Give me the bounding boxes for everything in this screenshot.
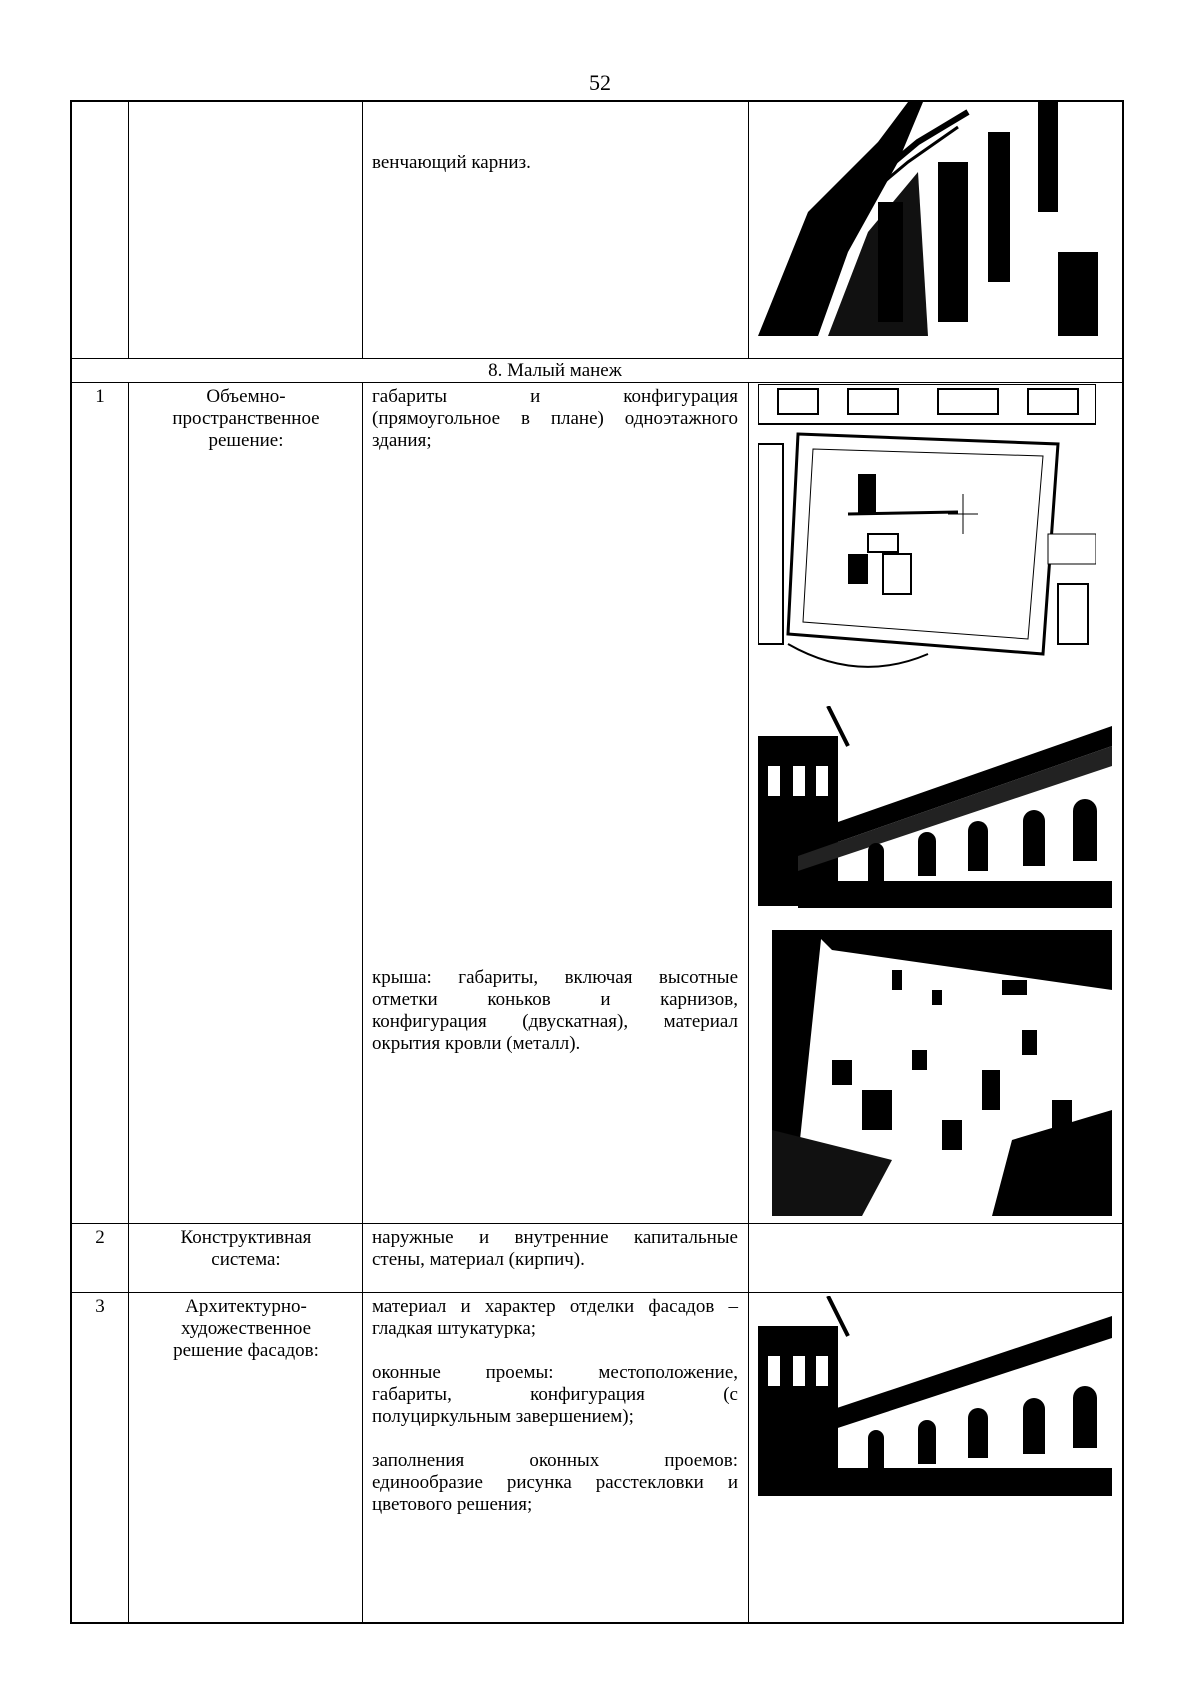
page-number: 52 bbox=[589, 70, 611, 95]
desc-line: полуциркульным завершением); bbox=[372, 1406, 634, 1427]
col-divider bbox=[362, 382, 363, 1624]
row-name-line: решение: bbox=[208, 430, 284, 451]
row-divider bbox=[70, 1622, 1124, 1624]
site-plan-map bbox=[758, 384, 1096, 680]
desc-line: цветового решения; bbox=[372, 1494, 533, 1515]
desc-line: заполнения оконных проемов: bbox=[372, 1450, 738, 1471]
facade-photo bbox=[758, 706, 1112, 908]
desc-line: конфигурация (двускатная), материал bbox=[372, 1011, 738, 1032]
facade-photo bbox=[758, 1296, 1112, 1496]
aerial-roof-photo bbox=[772, 930, 1112, 1216]
row-divider bbox=[70, 382, 1124, 383]
col-divider bbox=[362, 100, 363, 358]
facade-cornice-photo bbox=[758, 102, 1112, 336]
row-name-line: система: bbox=[211, 1249, 281, 1270]
desc-line: гладкая штукатурка; bbox=[372, 1318, 537, 1339]
row-name-line: Конструктивная bbox=[180, 1227, 312, 1248]
row-divider bbox=[70, 1223, 1124, 1224]
row-divider bbox=[70, 358, 1124, 359]
row-name-line: решение фасадов: bbox=[173, 1340, 319, 1361]
desc-line: наружные и внутренние капитальные bbox=[372, 1227, 738, 1248]
row-number: 2 bbox=[95, 1227, 105, 1248]
top-row-text: венчающий карниз. bbox=[372, 152, 531, 173]
table-border-left bbox=[70, 100, 72, 1624]
desc-line: здания; bbox=[372, 430, 432, 451]
col-divider bbox=[128, 382, 129, 1624]
row-name bbox=[134, 1296, 358, 1362]
desc-line: габариты и конфигурация bbox=[372, 386, 738, 407]
row-description bbox=[372, 1227, 738, 1271]
row-name-line: пространственное bbox=[172, 408, 320, 429]
col-divider bbox=[128, 100, 129, 358]
row-number: 3 bbox=[95, 1296, 105, 1317]
desc-line: материал и характер отделки фасадов – bbox=[372, 1296, 738, 1317]
col-divider bbox=[748, 382, 749, 1624]
row-number: 1 bbox=[95, 386, 105, 407]
row-name-line: художественное bbox=[180, 1318, 312, 1339]
desc-line: отметки коньков и карнизов, bbox=[372, 989, 738, 1010]
desc-line: оконные проемы: местоположение, bbox=[372, 1362, 738, 1383]
desc-line: стены, материал (кирпич). bbox=[372, 1249, 585, 1270]
desc-line: крыша: габариты, включая высотные bbox=[372, 967, 738, 988]
col-divider bbox=[748, 100, 749, 358]
section-title: 8. Малый манеж bbox=[488, 360, 622, 381]
row-description bbox=[372, 1296, 738, 1516]
table-border-right bbox=[1122, 100, 1124, 1624]
row-name-line: Объемно- bbox=[206, 386, 286, 407]
desc-line: окрытия кровли (металл). bbox=[372, 1033, 581, 1054]
row-divider bbox=[70, 1292, 1124, 1293]
row-name-line: Архитектурно- bbox=[185, 1296, 307, 1317]
row-name bbox=[134, 1227, 358, 1271]
desc-line: (прямоугольное в плане) одноэтажного bbox=[372, 408, 738, 429]
row-description bbox=[372, 386, 738, 452]
row-name bbox=[134, 386, 358, 452]
row-description-roof bbox=[372, 967, 738, 1055]
desc-line: единообразие рисунка расстекловки и bbox=[372, 1472, 738, 1493]
desc-line: габариты, конфигурация (с bbox=[372, 1384, 738, 1405]
